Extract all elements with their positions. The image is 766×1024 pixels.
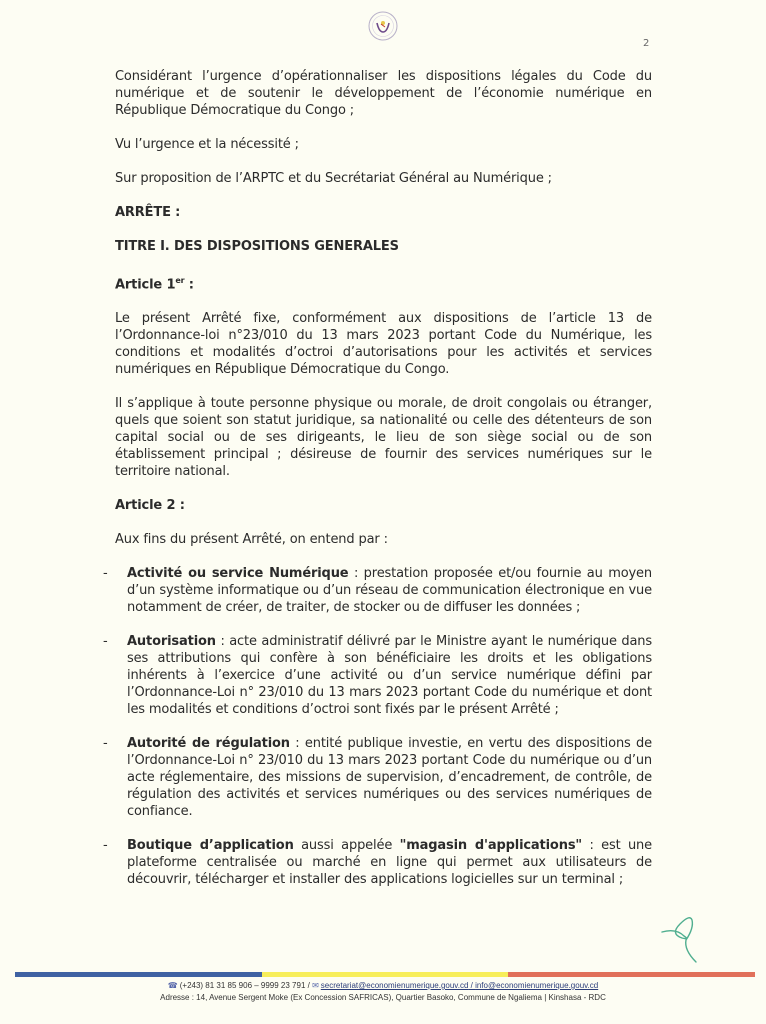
footer-email-separator: / [468,981,476,990]
coat-of-arms-seal-icon [367,10,399,42]
document-body [103,68,652,905]
article-2-intro: Aux fins du présent Arrêté, on entend par : [115,532,388,548]
definition-item [103,565,652,616]
definition-text: : est une plateforme centralisée ou marché en ligne qui permet aux utilisateurs de découvrir, télécharger et installer des applications logicielles sur un terminal ; [127,838,652,888]
definition-text: : entité publique investie, en vertu des dispositions de l’Ordonnance-Loi n° 23/010 du 13 mars 2023 portant Code du numérique ou d’un acte réglementaire, des missions de supervision, d’encadrement, de contrôle, de régulation des activités et services numériques ou des services numériques de confiance. [127,736,652,820]
article-1-label: Article 1 [115,277,176,293]
footer-phone: (+243) 81 31 85 906 – 9999 23 791 / [179,981,313,990]
list-dash: - [103,736,108,752]
arrete-heading: ARRÊTE : [115,205,181,220]
flag-bar-red [508,972,755,977]
list-dash: - [103,838,108,854]
definition-text-before: aussi appelée [293,838,400,854]
footer-contact [0,981,766,990]
definition-item [103,633,652,718]
flag-color-bar [15,972,755,977]
list-dash: - [103,566,108,582]
definition-term: Activité ou service Numérique [127,566,349,582]
mail-icon: ✉ [312,981,319,990]
handwritten-initial-icon [656,910,712,966]
article-1-heading [115,272,652,293]
definition-term: Boutique d’application [127,838,294,854]
article-1-colon: : [184,277,194,293]
list-dash: - [103,634,108,650]
footer-address: Adresse : 14, Avenue Sergent Moke (Ex Concession SAFRICAS), Quartier Basoko, Commune de Ngaliema | Kinshasa - RDC [160,993,606,1002]
phone-icon: ☎ [167,981,178,990]
definition-item [103,735,652,820]
definition-text: : prestation proposée et/ou fournie au moyen d’un système informatique ou d’un réseau de communication électronique en vue notamment de créer, de traiter, de stocker ou de diffuser les données ; [127,566,652,616]
footer-email-info[interactable]: info@economienumerique.gouv.cd [475,981,599,990]
vu-paragraph: Vu l’urgence et la nécessité ; [115,137,299,152]
article-1-sup: er [175,276,185,285]
footer-email-secretariat[interactable]: secretariat@economienumerique.gouv.cd [320,981,469,990]
definitions-list [103,565,652,888]
article-1-paragraph-1: Le présent Arrêté fixe, conformément aux dispositions de l’article 13 de l’Ordonnance-loi n°23/010 du 13 mars 2023 portant Code du Numérique, les conditions et modalités d’octroi d’autorisations pour les activités et services numériques en République Démocratique du Congo. [115,311,652,378]
definition-term-alias: "magasin d'applications" [399,838,583,854]
article-1-paragraph-2: Il s’applique à toute personne physique ou morale, de droit congolais ou étranger, quels que soient son statut juridique, sa nationalité ou celle des détenteurs de son capital social ou de ses dirigeants, le lieu de son siège social ou de son établissement principal ; désireuse de fournir des services numériques sur le territoire national. [115,396,652,480]
definition-term: Autorité de régulation [127,736,290,752]
flag-bar-blue [15,972,262,977]
definition-text: : acte administratif délivré par le Ministre ayant le numérique dans ses attributions qui confère à son bénéficiaire les droits et les obligations inhérents à l’exercice d’une activité ou d’un service numérique défini par l’Ordonnance-Loi n° 23/010 du 13 mars 2023 portant Code du numérique et dont les modalités et conditions d’octroi sont fixés par le présent Arrêté ; [127,634,652,718]
definition-item [103,837,652,888]
definition-term: Autorisation [127,634,216,650]
proposition-paragraph: Sur proposition de l’ARPTC et du Secrétariat Général au Numérique ; [115,171,552,186]
page-number: 2 [643,38,650,49]
article-2-heading: Article 2 : [115,498,185,514]
considerant-paragraph: Considérant l’urgence d’opérationnaliser les dispositions légales du Code du numérique et de soutenir le développement de l’économie numérique en République Démocratique du Congo ; [115,69,652,118]
flag-bar-yellow [262,972,509,977]
titre-heading: TITRE I. DES DISPOSITIONS GENERALES [115,239,399,254]
